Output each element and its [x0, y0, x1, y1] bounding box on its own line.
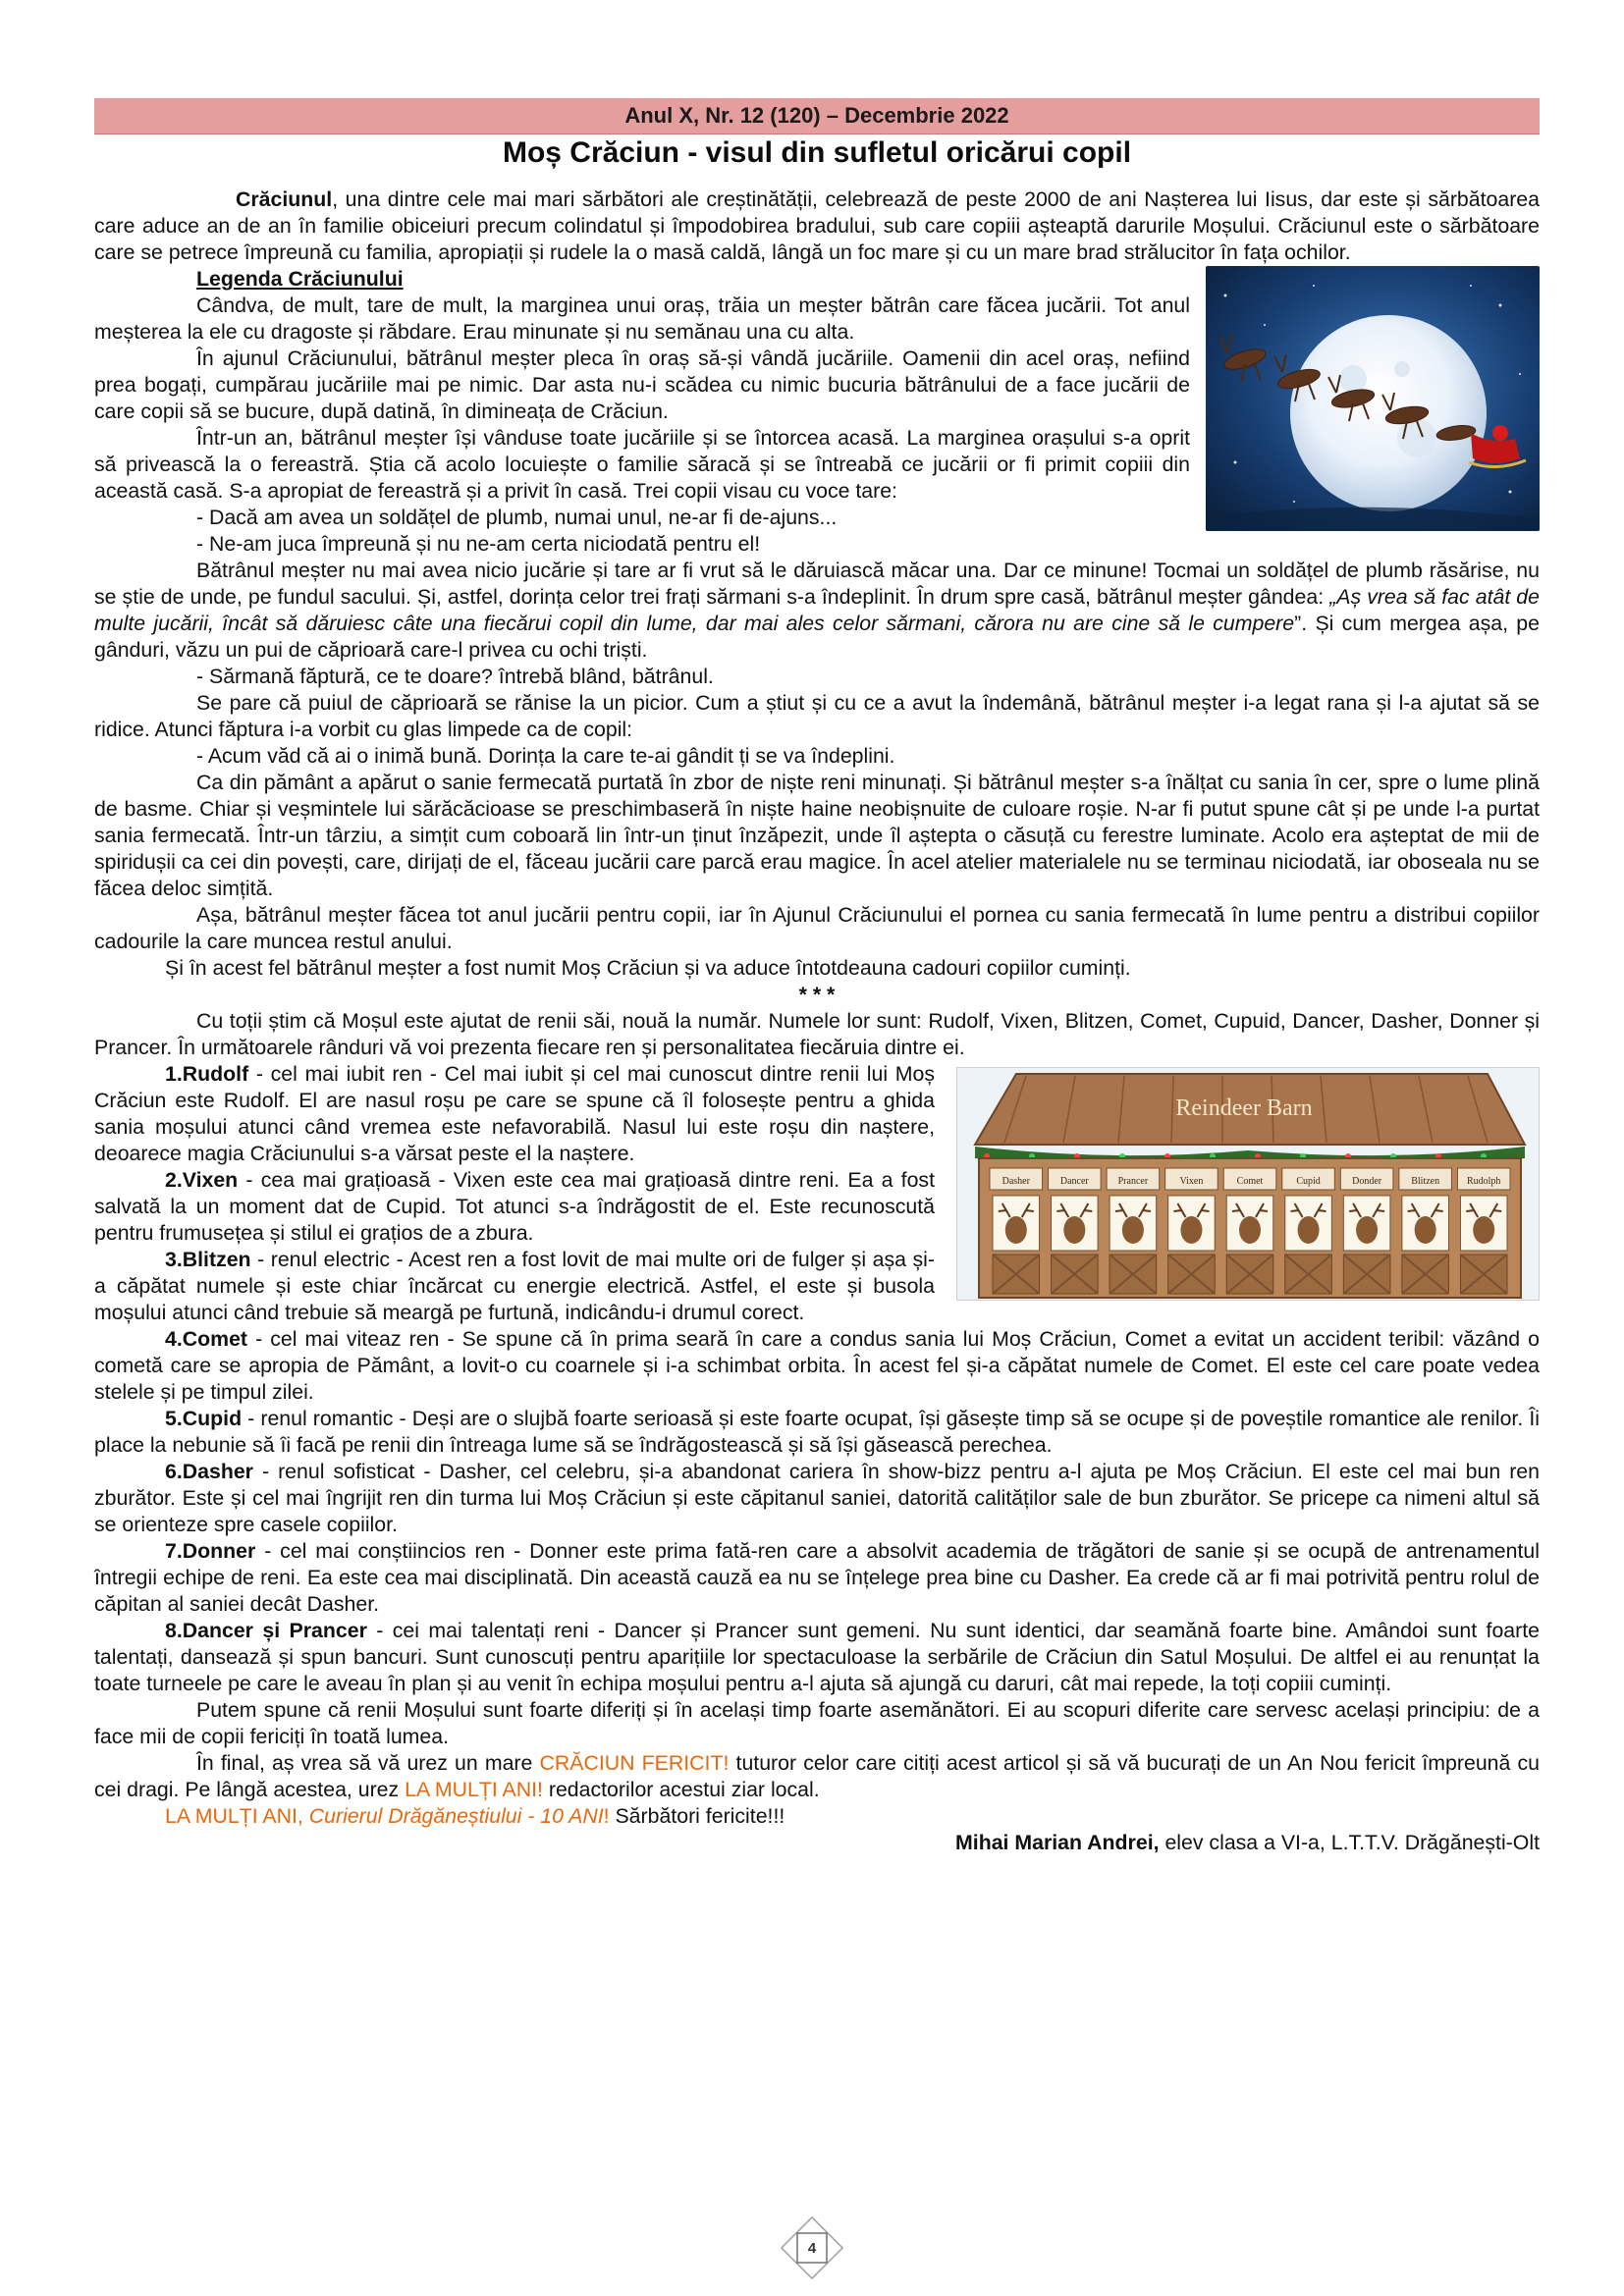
reindeer-name-dancer-prancer: 8.Dancer și Prancer — [165, 1619, 367, 1642]
stall-label: Comet — [1236, 1176, 1264, 1187]
reindeer-paragraph: 2.Vixen - cea mai grațioasă - Vixen este cea mai grațioasă dintre reni. Ea a fost salvată la un moment dat de Cupid. Tot atunci s-a îndrăgostit de el. Este recunoscută pentru frumusețea și stilul ei grațios de a zbura. — [94, 1168, 935, 1245]
barn-stall — [1399, 1168, 1452, 1294]
conclusion-paragraph: Putem spune că renii Moșului sunt foarte diferiți și în același timp foarte asemănători. Ei au scopuri diferite care servesc același principiu: de a face mii de copii fericiți în toată lumea. — [94, 1698, 1540, 1748]
intro-paragraph: Crăciunul, una dintre cele mai mari sărbători ale creștinătății, celebrează de peste 2000 de ani Nașterea lui Iisus, dar este și sărbătoarea care aduce an de an în familie obiceiuri precum colindatul și împodobirea bradului, sub care copiii așteaptă darurile Moșului. Crăciunul este o sărbătoare care se petrece împreună cu familia, apropiații și rudele la o masă caldă, lângă un foc mare și cu un mare brad strălucitor în fața ochilor. — [94, 187, 1540, 264]
stall-label: Donder — [1352, 1176, 1382, 1187]
barn-stall — [990, 1168, 1043, 1294]
reindeer-paragraph: 7.Donner - cel mai conștiincios ren - Donner este prima fată-ren care a absolvit academia de trăgători de sanie și se ocupă de antrenamentul întregii echipe de reni. Ea este cea mai disciplinată. Din această cauză ea nu se înțelege prea bine cu Dasher. Ea crede că ar fi mai potrivită pentru rolul de căpitan al saniei decât Dasher. — [94, 1539, 1540, 1616]
legend-paragraph: Într-un an, bătrânul meșter își vânduse toate jucăriile și se întorcea acasă. La marginea orașului s-a oprit să privească la o fereastră. Știa că acolo locuiește o familie săracă și se întreabă ce jucării or fi primit copiii din această casă. S-a apropiat de fereastră și a privit în casă. Trei copii visau cu voce tare: — [94, 426, 1190, 503]
issue-banner — [94, 98, 1540, 134]
dialog-line: - Acum văd că ai o inimă bună. Dorința la care te-ai gândit ți se va îndeplini. — [196, 744, 895, 768]
legend-paragraph: În ajunul Crăciunului, bătrânul meșter pleca în oraș să-și vândă jucăriile. Oamenii din acel oraș, nefiind prea bogați, cumpărau jucăriile mai pe nimic. Dar asta nu-i scădea cu nimic bucuria bătrânului de a face jucării de care copii să se bucure, după datină, în dimineața de Crăciun. — [94, 347, 1190, 423]
greeting-christmas: CRĂCIUN FERICIT! — [539, 1751, 730, 1775]
barn-stall — [1457, 1168, 1510, 1294]
legend-paragraph: Ca din pământ a apărut o sanie fermecată purtată în zbor de niște reni minunați. Și bătrânul meșter s-a înălțat cu sania în cer, spre o lume plină de basme. Chiar și veșmintele lui sărăcăcioase se preschimbaseră în niște haine neobișnuite de culoare roșie. N-ar fi putut spune cât și pe unde l-a purtat sania fermecată. Într-un târziu, a simțit cum coboară lin într-un ținut înzăpezit, unde îl aștepta o căsuță cu ferestre luminate. Acolo era așteptat de mii de spiridușii ca cei din povești, care, dirijați de el, făceau jucării care parcă erau magice. În acel atelier materialele nu se terminau niciodată, iar oboseala nu se făcea deloc simțită. — [94, 771, 1540, 900]
stall-label: Dancer — [1059, 1176, 1089, 1187]
reindeer-paragraph: 5.Cupid - renul romantic - Deși are o slujbă foarte serioasă și este foarte ocupat, își găsește timp să se ocupe și de poveștile romantice ale renilor. Îi place la nebunie să îi facă pe renii din întreaga lume să se îndrăgostească și să își găsească perechea. — [94, 1407, 1540, 1457]
reindeer-name-donner: 7.Donner — [165, 1539, 256, 1563]
section-separator: * * * — [798, 983, 836, 1006]
reindeer-paragraph: 4.Comet - cel mai viteaz ren - Se spune că în prima seară în care a condus sania lui Moș Crăciun, Comet a evitat un accident teribil: văzând o cometă care se apropia de Pământ, a lovit-o cu coarnele și i-a schimbat orbita. În acest fel și-a căpătat numele de Comet. El este cel care poate vedea stelele și pe timpul zilei. — [94, 1327, 1540, 1404]
reindeer-paragraph: 6.Dasher - renul sofisticat - Dasher, cel celebru, și-a abandonat cariera în show-bizz pentru a-l ajuta pe Moș Crăciun. El este cel mai bun ren zburător. Este și cel mai îngrijit ren din turma lui Moș Crăciun și este căpitanul saniei, datorită calităților sale de bun zburător. Se pricepe ca nimeni altul să se orienteze spre casele copiilor. — [94, 1460, 1540, 1536]
reindeer-paragraph: 8.Dancer și Prancer - cei mai talentați reni - Dancer și Prancer sunt gemeni. Nu sunt identici, dar seamănă foarte bine. Amândoi sunt foarte talentați, dansează și spun bancuri. Sunt cunoscuți pentru aparițiile lor spectaculoase la serbările de Crăciun din Satul Moșului. De altfel ei au renunțat la toate turneele pe care le aveau în plan și au venit în echipa moșului pentru a-l ajuta să ajungă cu daruri, cât mai repede, la toți copiii cuminți. — [94, 1619, 1540, 1695]
santa-sleigh-moon-image — [1206, 266, 1540, 531]
legend-paragraph: Așa, bătrânul meșter făcea tot anul jucării pentru copii, iar în Ajunul Crăciunului el pornea cu sania fermecată în lume pentru a distribui copiilor cadourile la care muncea restul anului. — [94, 903, 1540, 953]
anniversary-paragraph: LA MULȚI ANI, Curierul Drăgăneștiului - 10 ANI! Sărbători fericite!!! — [165, 1804, 785, 1828]
reindeer-intro-paragraph: Cu toții știm că Moșul este ajutat de renii săi, nouă la număr. Numele lor sunt: Rudolf, Vixen, Blitzen, Comet, Cupuid, Dancer, Dasher, Donner și Prancer. În următoarele rânduri vă voi prezenta fiecare ren și personalitatea fiecăruia dintre ei. — [94, 1009, 1540, 1059]
author-signature: Mihai Marian Andrei, elev clasa a VI-a, L.T.T.V. Drăgănești-Olt — [955, 1831, 1540, 1854]
stall-label: Blitzen — [1411, 1176, 1440, 1187]
barn-stall — [1223, 1168, 1276, 1294]
barn-sign: Reindeer Barn — [1175, 1095, 1313, 1121]
reindeer-paragraph: 1.Rudolf - cel mai iubit ren - Cel mai iubit și cel mai cunoscut dintre renii lui Moș Crăciun este Rudolf. El are nasul roșu pe care se spune că îl folosește pentru a ghida sania moșului atunci când vremea este nefavorabilă. Nasul lui este roșu din naștere, deoarece magia Crăciunului s-a vărsat peste el la naștere. — [94, 1062, 935, 1165]
issue-label: Anul X, Nr. 12 (120) – Decembrie 2022 — [624, 103, 1009, 128]
legend-paragraph: Cândva, de mult, tare de mult, la marginea unui oraș, trăia un meșter bătrân care făcea jucării. Tot anul meșterea la ele cu dragoste și răbdare. Erau minunate și nu semănau una cu alta. — [94, 294, 1190, 344]
final-paragraph: În final, aș vrea să vă urez un mare CRĂCIUN FERICIT! tuturor celor care citiți acest articol și să vă bucurați de un An Nou fericit împreună cu cei dragi. Pe lângă acestea, urez LA MULȚI ANI! redactorilor acestui ziar local. — [94, 1751, 1540, 1801]
stall-label: Dasher — [1001, 1176, 1030, 1187]
reindeer-name-vixen: 2.Vixen — [165, 1168, 239, 1192]
barn-stall — [1165, 1168, 1218, 1294]
article-title: Moș Crăciun - visul din sufletul oricărui copil — [502, 136, 1132, 169]
reindeer-name-blitzen: 3.Blitzen — [165, 1248, 251, 1271]
stall-label: Rudolph — [1466, 1176, 1501, 1187]
legend-paragraph: Și în acest fel bătrânul meșter a fost numit Moș Crăciun și va aduce întotdeauna cadouri copiilor cuminți. — [165, 956, 1131, 980]
legend-paragraph: Bătrânul meșter nu mai avea nicio jucărie și tare ar fi vrut să le dăruiască măcar una. Dar ce minune! Tocmai un soldățel de plumb răsărise, nu se știe de unde, pe fundul sacului. Și, astfel, dorința celor trei frați sărmani s-a îndeplinit. În drum spre casă, bătrânul meșter gândea: „Aș vrea să fac atât de multe jucării, încât să dăruiesc câte una fiecărui copil din lume, dar mai ales celor sărmani, cărora nu are cine să le cumpere”. Și cum mergea așa, pe gânduri, văzu un pui de căprioară care-l privea cu ochi triști. — [94, 559, 1540, 662]
legend-paragraph: Se pare că puiul de căprioară se rănise la un picior. Cum a știut și cu ce a avut la îndemână, bătrânul meșter i-a legat rana și l-a ajutat să se ridice. Atunci făptura i-a vorbit cu glas limpede ca de copil: — [94, 691, 1540, 741]
stall-label: Prancer — [1117, 1176, 1149, 1187]
page-number: 4 — [807, 2240, 817, 2257]
reindeer-paragraph: 3.Blitzen - renul electric - Acest ren a fost lovit de mai multe ori de fulger și așa și-a căpătat numele și este chiar încărcat cu energie electrică. Astfel, el este și busola moșului atunci când trebuie să meargă pe furtună, indicându-i drumul corect. — [94, 1248, 935, 1324]
reindeer-barn-image — [956, 1067, 1540, 1301]
greeting-anniversary: LA MULȚI ANI, Curierul Drăgăneștiului - 10 ANI! — [165, 1804, 610, 1828]
stall-label: Cupid — [1296, 1176, 1321, 1187]
dialog-line: - Sărmană făptură, ce te doare? întrebă blând, bătrânul. — [196, 665, 714, 688]
greeting-la-multi-ani: LA MULȚI ANI! — [405, 1778, 543, 1801]
barn-stall — [1282, 1168, 1335, 1294]
reindeer-name-cupid: 5.Cupid — [165, 1407, 243, 1430]
article-body — [94, 187, 1540, 1856]
stall-label: Vixen — [1179, 1176, 1204, 1187]
dialog-line: - Ne-am juca împreună și nu ne-am certa niciodată pentru el! — [196, 532, 761, 556]
legend-heading: Legenda Crăciunului — [196, 267, 404, 291]
barn-stall — [1049, 1168, 1102, 1294]
author-name: Mihai Marian Andrei, — [955, 1831, 1160, 1854]
reindeer-name-dasher: 6.Dasher — [165, 1460, 253, 1483]
barn-stall — [1107, 1168, 1160, 1294]
barn-stall — [1340, 1168, 1393, 1294]
craftsman-quote: „Aș vrea să fac atât de multe jucării, încât să dăruiesc câte una fiecărui copil din lume, dar mai ales celor sărmani, cărora nu are cine să le cumpere — [94, 585, 1540, 635]
dialog-line: - Dacă am avea un soldățel de plumb, numai unul, ne-ar fi de-ajuns... — [196, 506, 838, 529]
reindeer-name-comet: 4.Comet — [165, 1327, 248, 1351]
reindeer-name-rudolf: 1.Rudolf — [165, 1062, 249, 1086]
